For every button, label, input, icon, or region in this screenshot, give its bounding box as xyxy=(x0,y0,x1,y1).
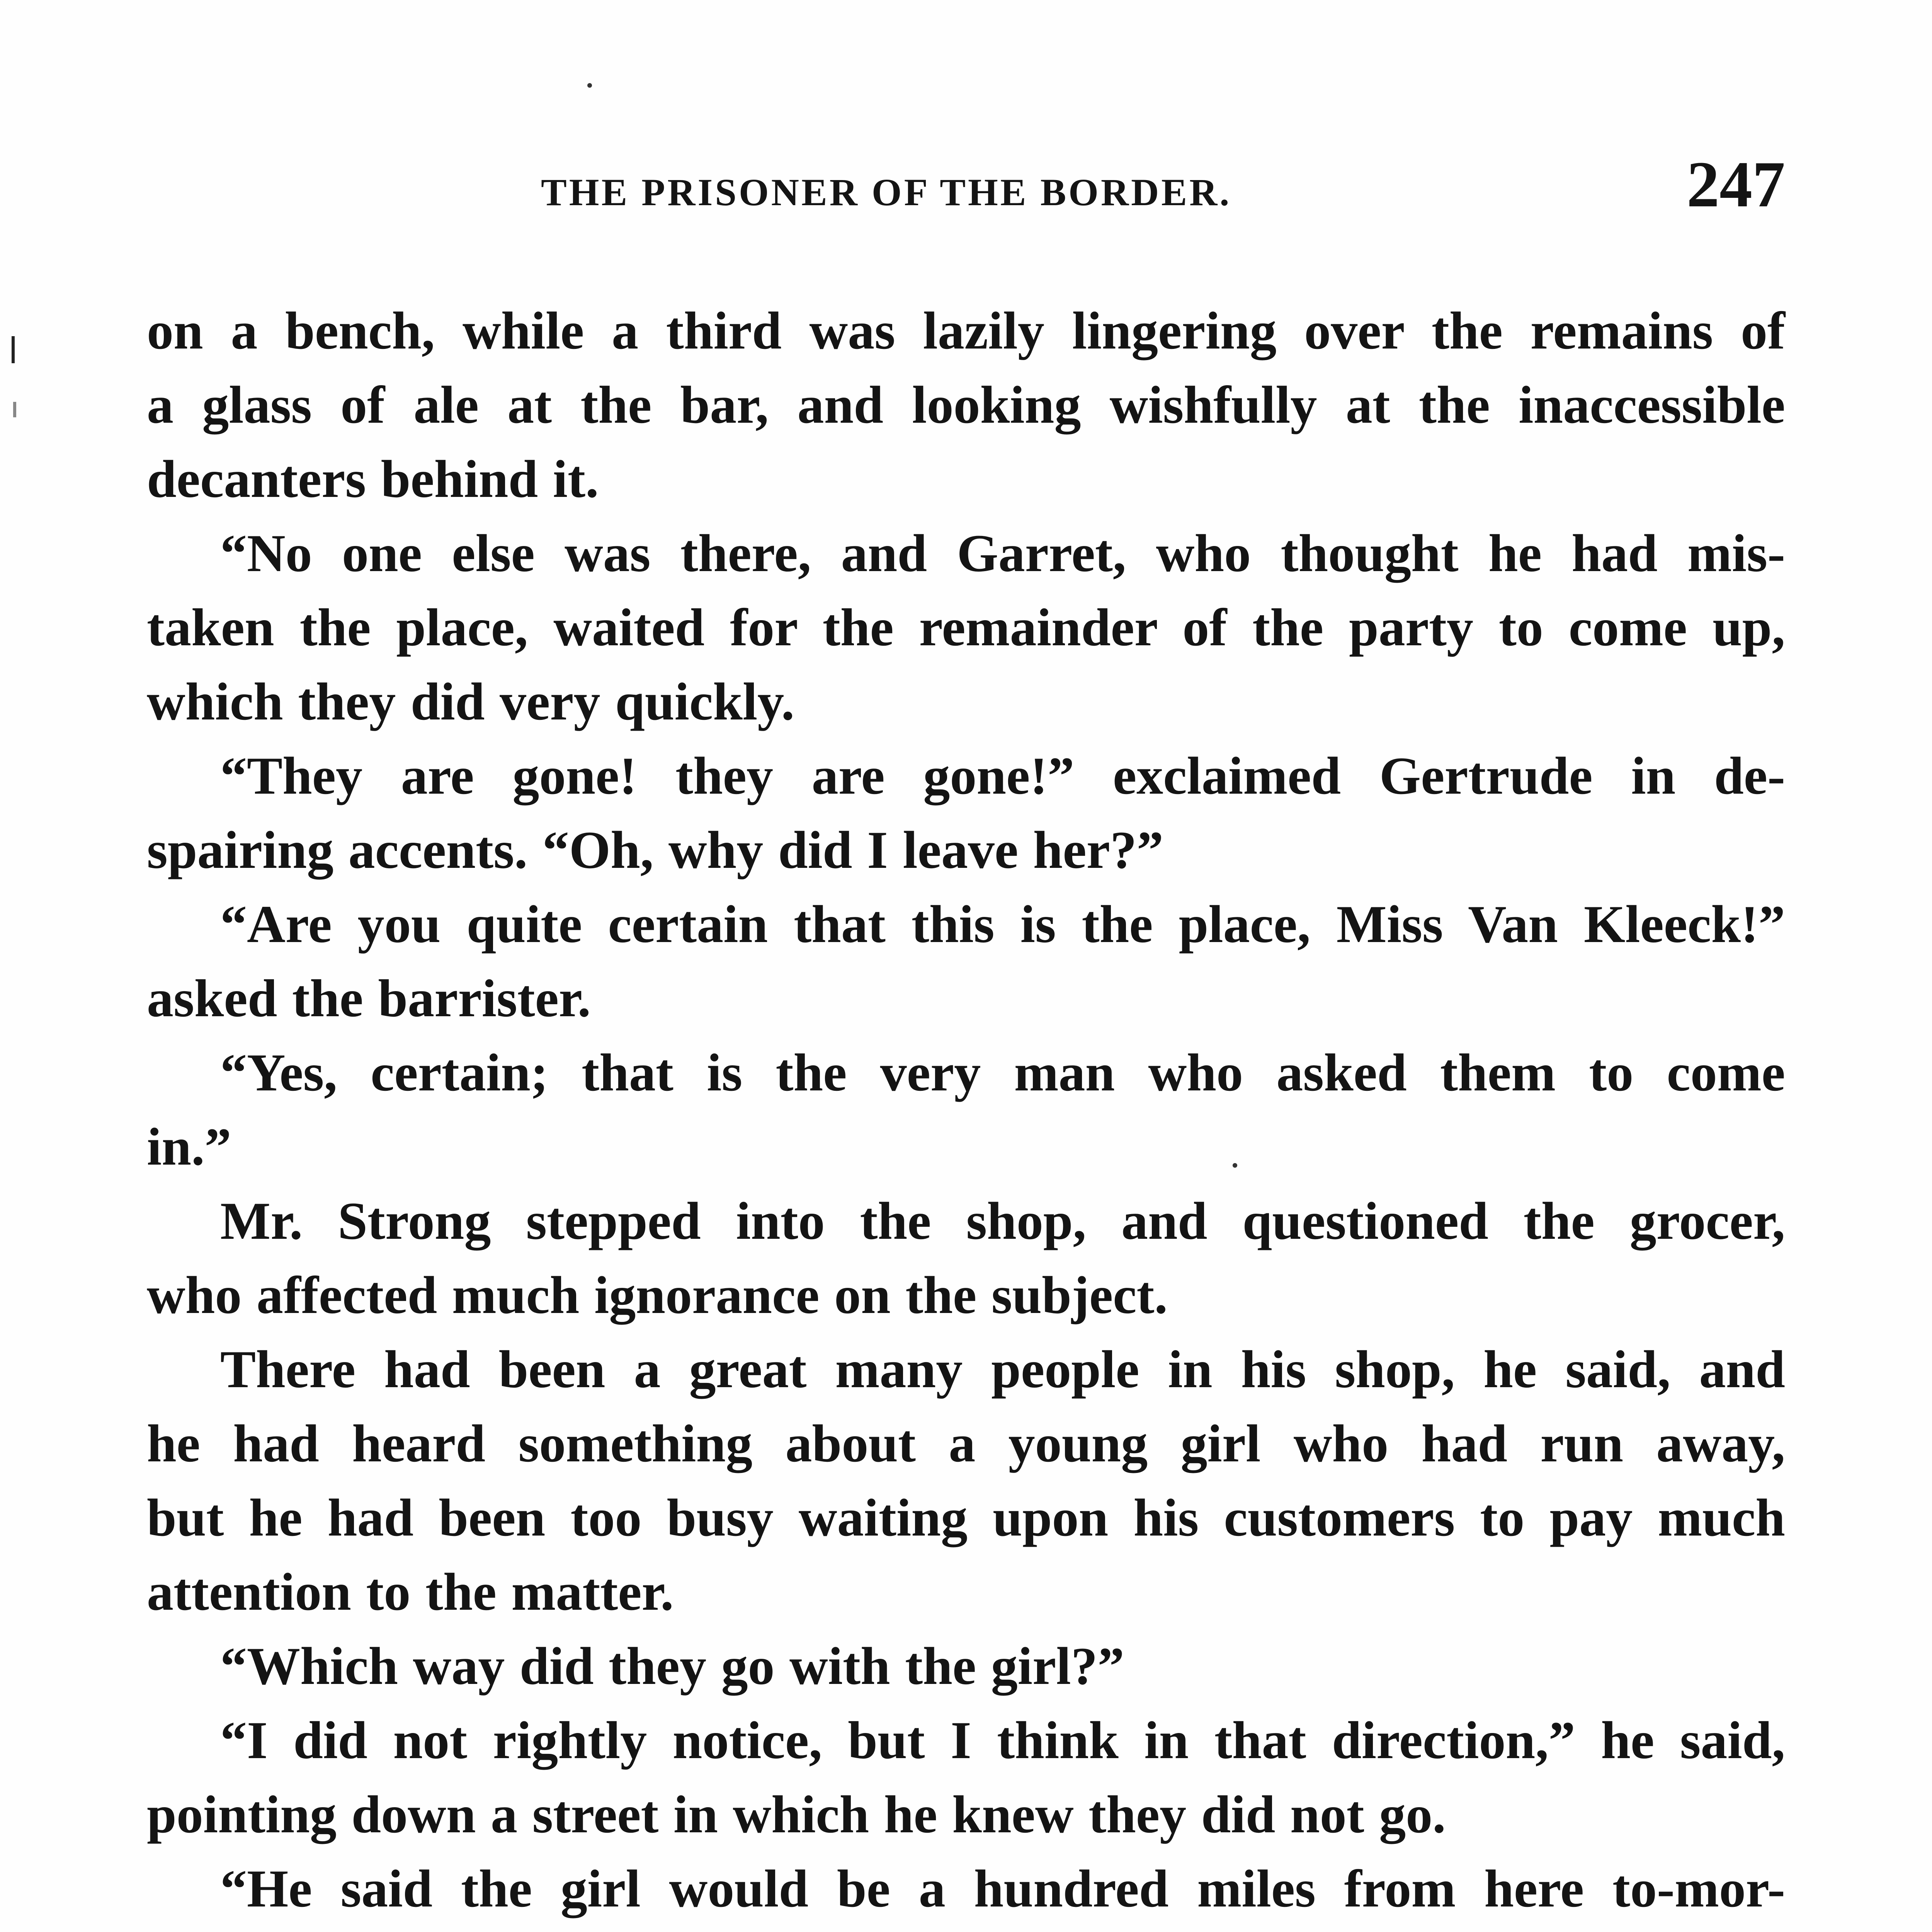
text-line: “No one else was there, and Garret, who thought he had mis- xyxy=(220,524,1785,583)
text-line: asked the barrister. xyxy=(147,969,591,1028)
text-line xyxy=(147,1926,1785,1932)
text-line: “Are you quite certain that this is the place, Miss Van Kleeck!” xyxy=(220,895,1785,954)
text-line: decanters behind it. xyxy=(147,449,599,509)
text-line: who affected much ignorance on the subject. xyxy=(147,1265,1168,1325)
text-line: “He said the girl would be a hundred miles from here to-mor- xyxy=(220,1859,1785,1918)
text-line: which they did very quickly. xyxy=(147,672,795,731)
text-line: taken the place, waited for the remainder of the party to come up, xyxy=(147,598,1785,657)
text-line: on a bench, while a third was lazily lingering over the remains of xyxy=(147,301,1785,360)
text-line: in.” xyxy=(147,1117,231,1176)
page-header xyxy=(147,147,1785,224)
text-line: There had been a great many people in his shop, he said, and xyxy=(220,1340,1785,1399)
text-line: he had heard something about a young girl who had run away, xyxy=(147,1414,1785,1473)
text-line: pointing down a street in which he knew they did not go. xyxy=(147,1785,1446,1844)
text-line: “I did not rightly notice, but I think in that direction,” he said, xyxy=(220,1711,1785,1770)
margin-mark xyxy=(13,402,16,417)
text-line: Mr. Strong stepped into the shop, and questioned the grocer, xyxy=(220,1191,1785,1250)
text-line: “They are gone! they are gone!” exclaimed Gertrude in de- xyxy=(220,746,1785,805)
text-line: “Which way did they go with the girl?” xyxy=(220,1636,1124,1696)
page-number: 247 xyxy=(1687,148,1785,221)
text-line: spairing accents. “Oh, why did I leave her?” xyxy=(147,820,1163,879)
running-title: THE PRISONER OF THE BORDER. xyxy=(541,171,1232,214)
text-line: “Yes, certain; that is the very man who asked them to come xyxy=(220,1043,1785,1102)
text-line: but he had been too busy waiting upon his customers to pay much xyxy=(147,1488,1785,1547)
margin-mark xyxy=(12,336,15,363)
page-speck xyxy=(587,83,592,88)
text-line: attention to the matter. xyxy=(147,1562,674,1621)
body-text xyxy=(147,294,1785,1932)
text-line: a glass of ale at the bar, and looking wishfully at the inaccessible xyxy=(147,375,1785,434)
